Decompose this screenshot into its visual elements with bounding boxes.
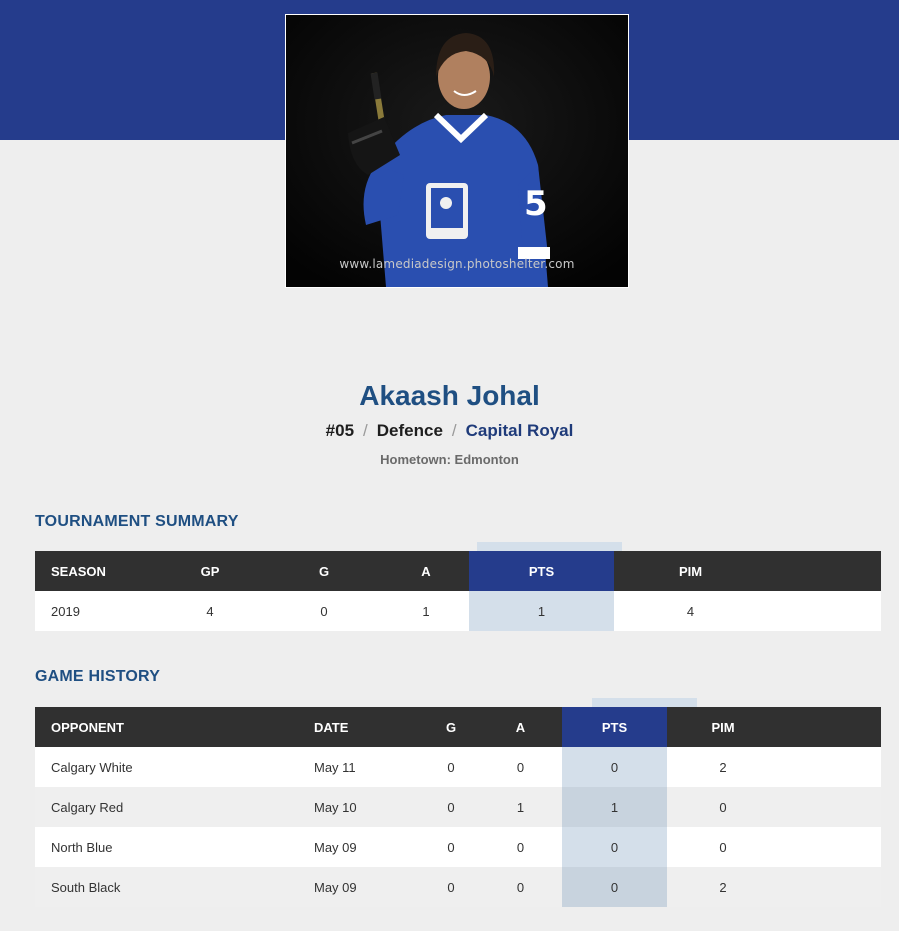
tournament-summary-table [35,551,881,631]
pts-highlight-cap [592,698,697,707]
player-photo [285,14,629,288]
cell-pts: 0 [562,827,667,867]
player-name: Akaash Johal [359,380,540,411]
cell-g: 0 [423,867,479,907]
cell-a: 1 [479,787,562,827]
col-pts[interactable]: PTS [469,551,614,591]
player-hometown: Hometown: Edmonton [380,452,519,467]
cell-opponent: South Black [35,867,298,907]
cell-g: 0 [265,591,383,631]
cell-g: 0 [423,787,479,827]
cell-pim: 0 [667,827,779,867]
cell-opponent: North Blue [35,827,298,867]
cell-g: 0 [423,827,479,867]
team-link[interactable]: Capital Royal [465,421,574,440]
cell-season: 2019 [35,591,155,631]
cell-g: 0 [423,747,479,787]
cell-pts: 1 [562,787,667,827]
player-meta [0,421,899,441]
game-history-table [35,707,881,907]
svg-text:5: 5 [524,184,548,224]
photo-watermark: www.lamediadesign.photoshelter.com [339,257,575,271]
col-pim[interactable]: PIM [614,551,767,591]
cell-opponent: Calgary Red [35,787,298,827]
cell-pts: 0 [562,747,667,787]
table-row [35,787,881,827]
meta-separator: / [363,421,368,440]
cell-spacer [779,827,881,867]
col-opponent[interactable]: OPPONENT [35,707,298,747]
table-row [35,747,881,787]
table-row [35,867,881,907]
tournament-summary-title: TOURNAMENT SUMMARY [35,513,239,530]
cell-spacer [779,867,881,907]
cell-a: 1 [383,591,469,631]
cell-pim: 2 [667,747,779,787]
cell-date: May 11 [298,747,423,787]
table-row [35,591,881,631]
cell-pim: 4 [614,591,767,631]
col-spacer [767,551,881,591]
col-gp[interactable]: GP [155,551,265,591]
player-position: Defence [376,421,443,440]
col-season[interactable]: SEASON [35,551,155,591]
cell-pts: 0 [562,867,667,907]
col-a[interactable]: A [479,707,562,747]
col-pts[interactable]: PTS [562,707,667,747]
col-pim[interactable]: PIM [667,707,779,747]
table-header-row [35,551,881,591]
cell-pim: 2 [667,867,779,907]
game-history-title: GAME HISTORY [35,668,161,685]
col-g[interactable]: G [265,551,383,591]
cell-spacer [779,787,881,827]
cell-pim: 0 [667,787,779,827]
pts-highlight-cap [477,542,622,551]
table-row [35,827,881,867]
cell-gp: 4 [155,591,265,631]
cell-spacer [767,591,881,631]
col-date[interactable]: DATE [298,707,423,747]
col-a[interactable]: A [383,551,469,591]
cell-opponent: Calgary White [35,747,298,787]
cell-date: May 09 [298,867,423,907]
cell-date: May 09 [298,827,423,867]
jersey-number: #05 [325,421,355,440]
col-spacer [779,707,881,747]
player-photo-illustration [286,15,628,287]
cell-a: 0 [479,747,562,787]
cell-spacer [779,747,881,787]
cell-a: 0 [479,827,562,867]
cell-date: May 10 [298,787,423,827]
meta-separator: / [451,421,457,440]
table-header-row [35,707,881,747]
col-g[interactable]: G [423,707,479,747]
cell-pts: 1 [469,591,614,631]
cell-a: 0 [479,867,562,907]
